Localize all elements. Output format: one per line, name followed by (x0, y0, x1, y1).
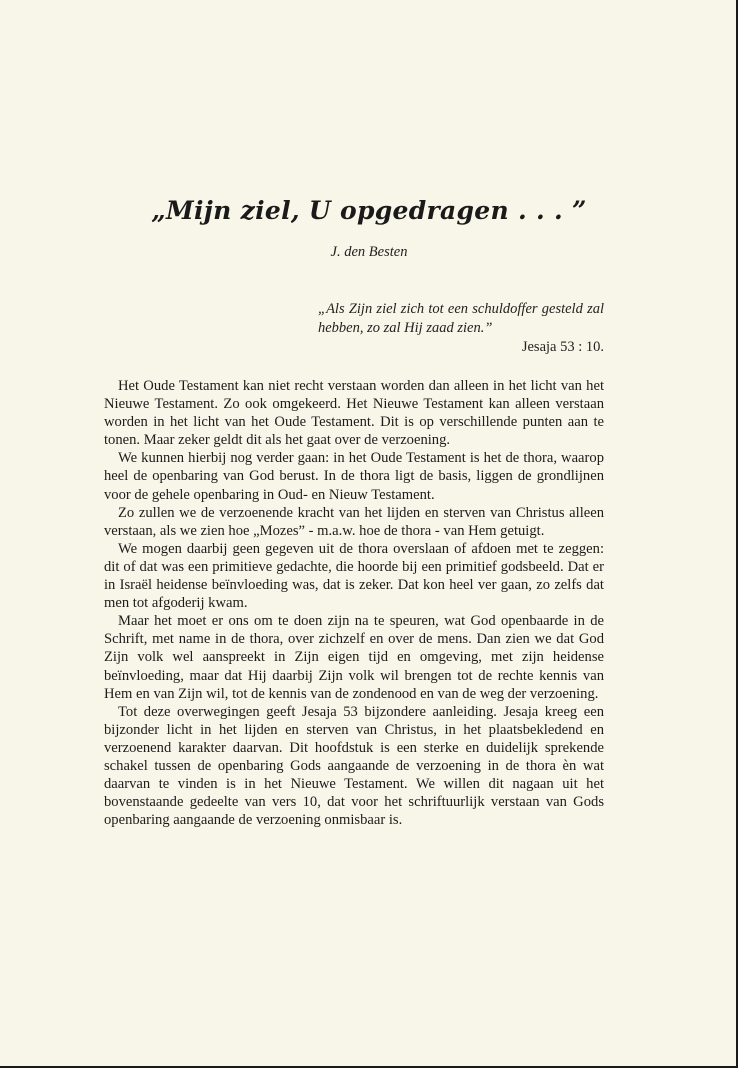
epigraph (318, 300, 604, 357)
paragraph: We mogen daarbij geen gegeven uit de thora overslaan of afdoen met te zeggen: dit of dat was een primitieve gedachte, die hoorde bij een primitief godsbeeld. Dat er in Israël heidense beïnvloeding was, dat is zeker. Dat kon heel ver gaan, zo zelfs dat men tot afgoderij kwam. (104, 540, 604, 612)
paragraph: We kunnen hierbij nog verder gaan: in het Oude Testament is het de thora, waarop heel de openbaring van God berust. In de thora ligt de basis, liggen de grondlijnen voor de gehele openbaring in Oud- en Nieuw Testament. (104, 450, 604, 503)
paragraph: Zo zullen we de verzoenende kracht van het lijden en sterven van Christus alleen verstaan, als we zien hoe „Mozes” - m.a.w. hoe de thora - van Hem getuigt. (104, 504, 604, 539)
article-title: „Mijn ziel, U opgedragen . . . ” (151, 196, 587, 225)
paragraph: Tot deze overwegingen geeft Jesaja 53 bijzondere aanleiding. Jesaja kreeg een bijzonder licht in het lijden en sterven van Christus, in het plaatsbekledend en verzoenend karakter daarvan. Dit hoofdstuk is een sterke en duidelijk sprekende schakel tussen de openbaring Gods aangaande de verzoening in de thora èn wat daarvan te vinden is in het Nieuwe Testament. We willen dit nagaan uit het bovenstaande gedeelte van vers 10, dat voor het schriftuurlijk verstaan van Gods openbaring aangaande de verzoening onmisbaar is. (104, 703, 604, 829)
paragraph: Het Oude Testament kan niet recht verstaan worden dan alleen in het licht van het Nieuwe Testament. Zo ook omgekeerd. Het Nieuwe Testament kan alleen verstaan worden in het licht van het Oude Testament. Dit is op verschillende punten aan te tonen. Maar zeker geldt dit als het gaat over de verzoening. (104, 378, 604, 449)
epigraph-quote: „Als Zijn ziel zich tot een schuldoffer gesteld zal hebben, zo zal Hij zaad zien.” (318, 301, 604, 336)
paragraph: Maar het moet er ons om te doen zijn na te speuren, wat God openbaarde in de Schrift, met name in de thora, over zichzelf en over de mens. Dan zien we dat God Zijn volk wel aanspreekt in Zijn eigen tijd en omgeving, met zijn heidense beïnvloeding, maar dat Hij daarbij Zijn volk wil brengen tot de rechte kennis van Hem en van Zijn wil, tot de kennis van de zondenood en van de weg der verzoening. (104, 613, 604, 702)
epigraph-reference: Jesaja 53 : 10. (521, 339, 604, 355)
article-body (104, 377, 604, 829)
article-author: J. den Besten (330, 244, 408, 260)
